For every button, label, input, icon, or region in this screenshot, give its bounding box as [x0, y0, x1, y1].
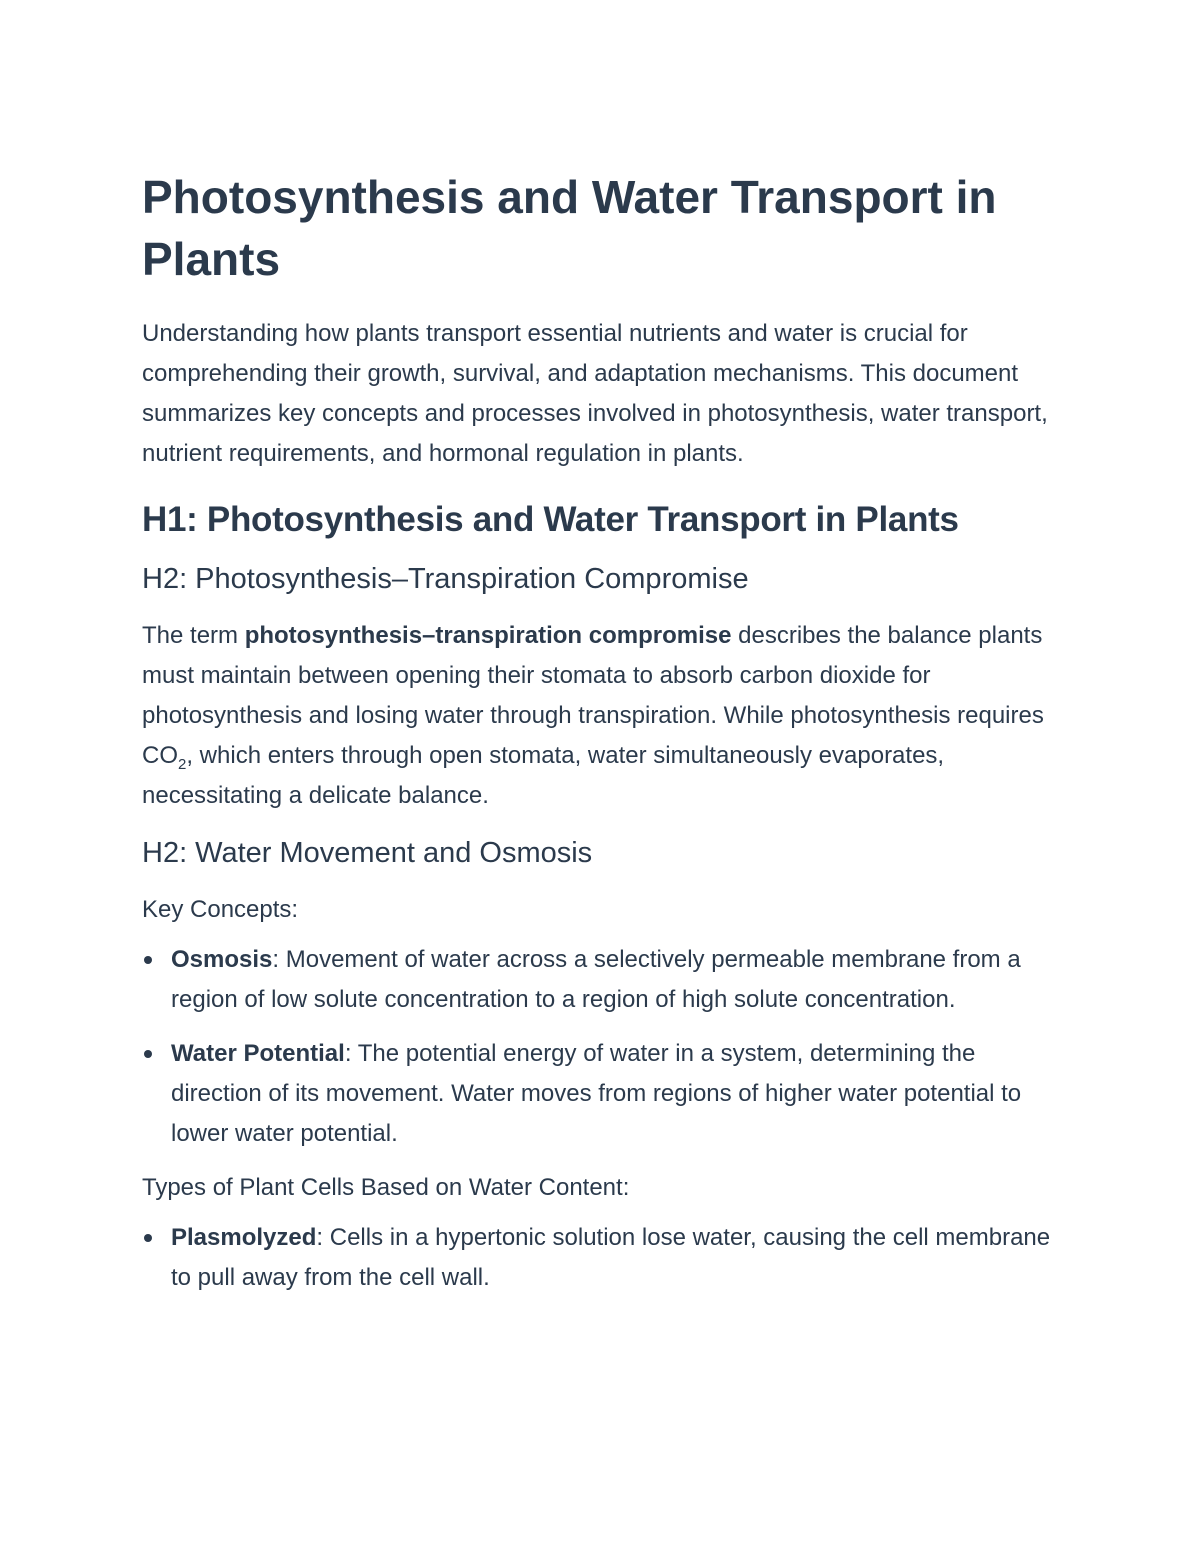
document-title: Photosynthesis and Water Transport in Plants: [142, 171, 997, 285]
cell-types-label: Types of Plant Cells Based on Water Content:: [142, 1174, 630, 1201]
list-item: [142, 940, 1072, 1020]
compromise-paragraph: [142, 616, 1072, 816]
bullet-term: Water Potential: [171, 1040, 345, 1067]
key-concepts-list: [142, 940, 1072, 1154]
section-heading-h1: H1: Photosynthesis and Water Transport in Plants: [142, 500, 959, 539]
intro-paragraph: Understanding how plants transport essential nutrients and water is crucial for comprehending their growth, survival, and adaptation mechanisms. This document summarizes key concepts and processes involved in photosynthesis, water transport, nutrient requirements, and hormonal regulation in plants.: [142, 320, 1048, 467]
bullet-text: : Cells in a hypertonic solution lose water, causing the cell membrane to pull away from the cell wall.: [171, 1224, 1051, 1291]
list-item: [142, 1034, 1072, 1154]
list-item: [142, 1218, 1072, 1298]
subsection-heading-compromise: H2: Photosynthesis–Transpiration Compromise: [142, 563, 749, 595]
cell-types-list: [142, 1218, 1072, 1298]
document-page: [142, 166, 1072, 1312]
bullet-text: : Movement of water across a selectively permeable membrane from a region of low solute concentration to a region of high solute concentration.: [171, 946, 1021, 1013]
bullet-icon: [144, 956, 152, 964]
bullet-term: Plasmolyzed: [171, 1224, 317, 1251]
bullet-term: Osmosis: [171, 946, 273, 973]
paragraph-text: , which enters through open stomata, water simultaneously evaporates, necessitating a delicate balance.: [142, 742, 945, 809]
paragraph-text: The term: [142, 622, 245, 649]
paragraph-text: describes the balance plants must maintain between opening their stomata to absorb carbon dioxide for photosynthesis and losing water through transpiration. While photosynthesis requires CO: [142, 622, 1044, 769]
key-concepts-label: Key Concepts:: [142, 896, 299, 923]
bullet-text: : The potential energy of water in a system, determining the direction of its movement. Water moves from regions of higher water potential to lower water potential.: [171, 1040, 1022, 1147]
subscript: 2: [178, 755, 187, 773]
subsection-heading-osmosis: H2: Water Movement and Osmosis: [142, 837, 593, 869]
bullet-icon: [144, 1050, 152, 1058]
bold-term: photosynthesis–transpiration compromise: [244, 622, 732, 649]
bullet-icon: [144, 1234, 152, 1242]
